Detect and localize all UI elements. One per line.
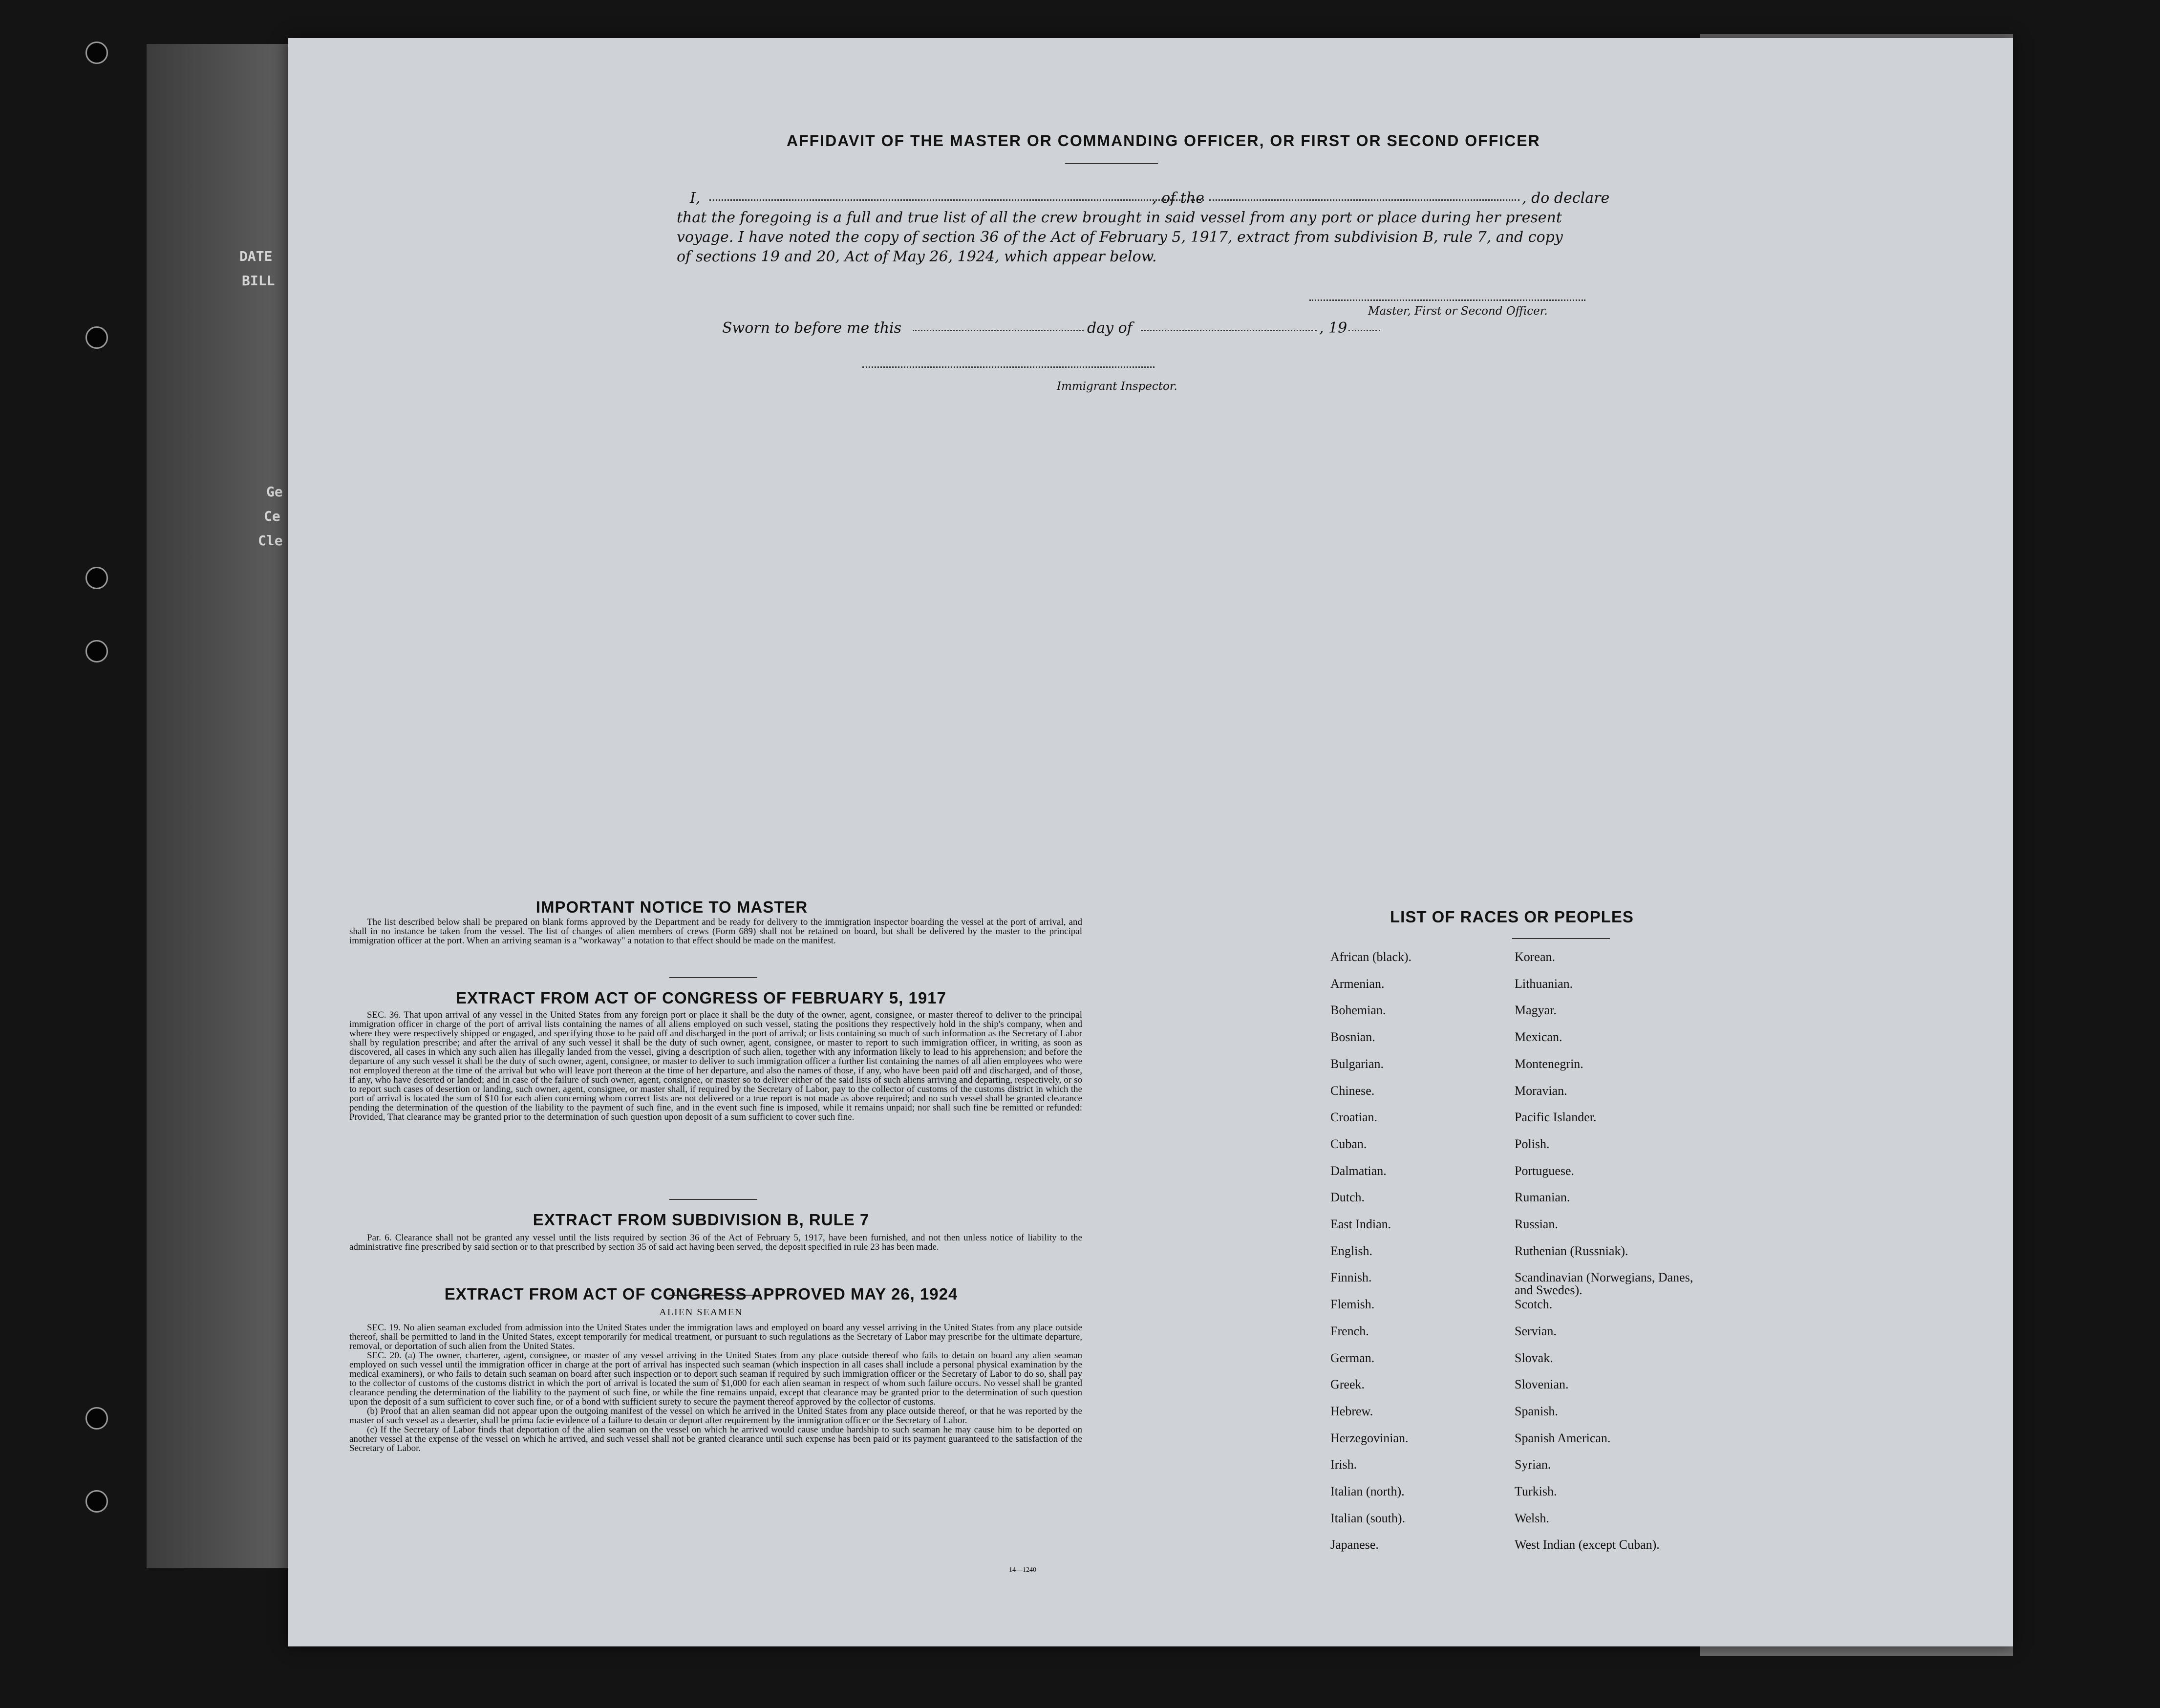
extract-1917-sec36: SEC. 36. That upon arrival of any vessel in the United States from any foreign port or place it shall be the duty of the owner, agent, consignee, or master thereof to deliver to the principal immigration officer in charge of the port of arrival lists containing the names of all aliens employed on such vessel, stating the positions they respectively hold in the ship's company, when and where they were respectively shipped or engaged, and specifying those to be paid off and discharged in the port of arrival; or lists containing so much of such information as the Secretary of Labor shall by regulation prescribe; and after the arrival of any such vessel it shall be the duty of such owner, agent, consignee, or master to report to such immigration officer, in writing, as soon as discovered, all cases in which any such alien has illegally landed from the vessel, giving a description of such alien, together with any information likely to lead to his apprehension; and before the departure of any such vessel it shall be the duty of such owner, agent, consignee, or master to deliver to such immigration officer a further list containing the names of all alien employees who were not employed thereon at the time of the arrival but who will leave port thereon at the time of her departure, and also the names of those, if any, who have been paid off and discharged, and of those, if any, who have deserted or landed; and in case of the failure of such owner, agent, consignee, or master so to deliver either of the said lists of such aliens arriving and departing, respectively, or so to report such cases of desertion or landing, such owner, agent, consignee, or master shall, if required by the Secretary of Labor, pay to the collector of customs of the customs district in which the port of arrival is located the sum of $10 for each alien concerning whom correct lists are not delivered or a true report is not made as above required; and no such vessel shall be granted clearance pending the determination of the question of the liability to the payment of such fine, and in the event such fine is imposed, while it remains unpaid; nor shall such fine be remitted or refunded: Provided, That clearance may be granted prior to the determination of such question upon deposit of a sum sufficient to cover such fine. (349, 1010, 1082, 1122)
race-item: Mexican. (1515, 1030, 1562, 1044)
inspector-signature-field[interactable] (862, 366, 1155, 368)
race-item: Italian (south). (1330, 1511, 1406, 1525)
inspector-label: Immigrant Inspector. (1057, 380, 1177, 393)
race-item: Russian. (1515, 1217, 1558, 1231)
race-item: Turkish. (1515, 1484, 1557, 1498)
race-item: Magyar. (1515, 1003, 1557, 1017)
race-item: Portuguese. (1515, 1164, 1575, 1178)
backing-stamp-ce: Ce (264, 508, 280, 524)
extract-1924-sec20c: (c) If the Secretary of Labor finds that deportation of the alien seaman on the vessel on which he arrived would cause undue hardship to such seaman he may cause him to be deported on another vessel at the expense of the vessel on which he arrived, and such vessel shall not be granted clearance until such expense has been paid or its payment guaranteed to the satisfaction of the Secretary of Labor. (349, 1425, 1082, 1453)
race-item: Chinese. (1330, 1084, 1375, 1098)
title-rule (1065, 163, 1158, 164)
race-item: Herzegovinian. (1330, 1431, 1409, 1445)
race-item: Spanish American. (1515, 1431, 1611, 1445)
race-item: Ruthenian (Russniak). (1515, 1244, 1628, 1258)
punch-hole (86, 326, 108, 349)
race-item: Spanish. (1515, 1404, 1558, 1418)
extract-1917-title: EXTRACT FROM ACT OF CONGRESS OF FEBRUARY 5, 1917 (456, 989, 946, 1007)
extract-rule7-body (349, 1233, 1082, 1252)
sworn-month-field[interactable] (1141, 330, 1317, 331)
form-number: 14—1240 (1009, 1566, 1036, 1574)
punch-hole (86, 567, 108, 589)
race-item: Japanese. (1330, 1537, 1379, 1552)
race-item: Dalmatian. (1330, 1164, 1387, 1178)
race-item: Dutch. (1330, 1190, 1365, 1204)
extract-1924-title: EXTRACT FROM ACT OF CONGRESS APPROVED MAY 26, 1924 (444, 1285, 958, 1303)
alien-seamen-heading: ALIEN SEAMEN (659, 1307, 743, 1318)
race-item: Moravian. (1515, 1084, 1567, 1098)
notice-title: IMPORTANT NOTICE TO MASTER (535, 898, 808, 916)
race-item: Bulgarian. (1330, 1057, 1384, 1071)
notice-body (349, 918, 1082, 945)
punch-hole (86, 1490, 108, 1513)
sworn-year-field[interactable] (1348, 330, 1380, 331)
day-of-label: day of (1087, 320, 1133, 337)
race-item: Flemish. (1330, 1297, 1375, 1311)
sworn-day-field[interactable] (913, 330, 1084, 331)
extract-rule7-par6: Par. 6. Clearance shall not be granted any vessel until the lists required by section 36 of the Act of February 5, 1917, have been furnished, and not then unless notice of liability to the administrative fine prescribed by said section or to that prescribed by section 35 of said act having been served, the deposit specified in rule 23 has been made. (349, 1233, 1082, 1252)
race-item: Armenian. (1330, 977, 1385, 991)
affidavit-line-2: that the foregoing is a full and true list of all the crew brought in said vessel from any port or place during her present (677, 209, 1562, 226)
race-item: French. (1330, 1324, 1369, 1338)
extract-1924-body (349, 1323, 1082, 1453)
race-item: Syrian. (1515, 1457, 1551, 1472)
races-rule (1512, 938, 1610, 939)
race-item: Pacific Islander. (1515, 1110, 1597, 1124)
race-item: Croatian. (1330, 1110, 1378, 1124)
vessel-name-field[interactable] (1209, 199, 1519, 201)
backing-stamp-bill: BILL (242, 273, 275, 289)
race-item: Italian (north). (1330, 1484, 1405, 1498)
extract-1924-sec20b: (b) Proof that an alien seaman did not appear upon the outgoing manifest of the vessel on which he arrived in the United States from any place outside thereof, or that he was reported by the master of such vessel as a deserter, shall be prima facie evidence of a failure to detain or deport after requirement by the immigration officer or the Secretary of Labor. (349, 1406, 1082, 1426)
section-rule (669, 1199, 757, 1200)
race-item: Servian. (1515, 1324, 1557, 1338)
extract-1924-sec20a: SEC. 20. (a) The owner, charterer, agent, consignee, or master of any vessel arriving in the United States from any place outside thereof who fails to detain on board any alien seaman employed on such vessel until the immigration officer in charge at the port of arrival has inspected such seaman (which inspection in all cases shall include a personal physical examination by the medical examiners), or who fails to detain such seaman on board after such inspection or to deport such seaman if required by such immigration officer or the Secretary of Labor to do so, shall pay to the collector of customs of the customs district in which the port of arrival is located the sum of $1,000 for each alien seaman in respect of whom such failure occurs. No vessel shall be granted clearance pending the determination of the liability to the payment of such fine, or while the fine remains unpaid, except that clearance may be granted prior to the determination of such question upon the deposit of a sum sufficient to cover such fine, or of a bond with sufficient surety to secure the payment thereof approved by the collector of customs. (349, 1350, 1082, 1407)
extract-rule7-title: EXTRACT FROM SUBDIVISION B, RULE 7 (533, 1211, 870, 1229)
race-item: Bosnian. (1330, 1030, 1375, 1044)
master-signature-label: Master, First or Second Officer. (1368, 305, 1548, 318)
race-item: Montenegrin. (1515, 1057, 1583, 1071)
year-label: , 19 (1319, 320, 1347, 337)
master-name-field[interactable] (709, 199, 1204, 201)
backing-stamp-cle: Cle (258, 533, 283, 549)
race-item: East Indian. (1330, 1217, 1391, 1231)
race-item: Scandinavian (Norwegians, Danes, and Swedes). (1515, 1270, 1693, 1297)
notice-paragraph: The list described below shall be prepared on blank forms approved by the Department and be ready for delivery to the immigration inspector boarding the vessel at the port of arrival, and shall in no instance be taken from the vessel. The list of changes of alien members of crews (Form 689) shall not be retained on board, but shall be delivered by the master to the principal immigration officer at the port. When an arriving seaman is a "workaway" a notation to that effect should be made on the manifest. (349, 917, 1082, 946)
punch-hole (86, 42, 108, 64)
punch-hole (86, 640, 108, 662)
master-signature-field[interactable] (1309, 299, 1585, 301)
race-item: West Indian (except Cuban). (1515, 1537, 1660, 1552)
race-item: Slovak. (1515, 1351, 1553, 1365)
affidavit-of-the-label: , of the (1152, 190, 1204, 207)
document-page (288, 38, 2013, 1646)
backing-stamp-date: DATE (239, 248, 273, 264)
race-item: Korean. (1515, 950, 1556, 964)
race-item: Rumanian. (1515, 1190, 1570, 1204)
race-item: Slovenian. (1515, 1377, 1569, 1391)
race-item: Polish. (1515, 1137, 1550, 1151)
race-item: Bohemian. (1330, 1003, 1386, 1017)
race-item: Hebrew. (1330, 1404, 1373, 1418)
extract-1924-sec19: SEC. 19. No alien seaman excluded from admission into the United States under the immigration laws and employed on board any vessel arriving in the United States from any place outside thereof, shall be permitted to land in the United States, except temporarily for medical treatment, or pursuant to such regulations as the Secretary of Labor may prescribe for the ultimate departure, removal, or deportation of such alien from the United States. (349, 1323, 1082, 1351)
punch-hole (86, 1407, 108, 1430)
race-item: Welsh. (1515, 1511, 1549, 1525)
race-item: Irish. (1330, 1457, 1357, 1472)
affidavit-title: AFFIDAVIT OF THE MASTER OR COMMANDING OFFICER, OR FIRST OR SECOND OFFICER (787, 132, 1540, 149)
backing-stamp-ge: Ge (266, 484, 283, 500)
affidavit-i-label: I, (690, 190, 701, 207)
race-item: Cuban. (1330, 1137, 1367, 1151)
section-rule (669, 977, 757, 978)
sworn-label: Sworn to before me this (722, 320, 902, 337)
race-item: English. (1330, 1244, 1372, 1258)
race-item: African (black). (1330, 950, 1412, 964)
race-item: Scotch. (1515, 1297, 1553, 1311)
race-item: Greek. (1330, 1377, 1365, 1391)
race-item: Lithuanian. (1515, 977, 1573, 991)
race-item: Finnish. (1330, 1270, 1372, 1284)
affidavit-line-3: voyage. I have noted the copy of section 36 of the Act of February 5, 1917, extract from subdivision B, rule 7, and copy (677, 229, 1563, 246)
affidavit-line-4: of sections 19 and 20, Act of May 26, 1924, which appear below. (677, 248, 1157, 265)
races-title: LIST OF RACES OR PEOPLES (1390, 908, 1634, 926)
race-item: German. (1330, 1351, 1375, 1365)
extract-1917-body (349, 1010, 1082, 1122)
affidavit-do-declare-label: , do declare (1522, 190, 1610, 207)
